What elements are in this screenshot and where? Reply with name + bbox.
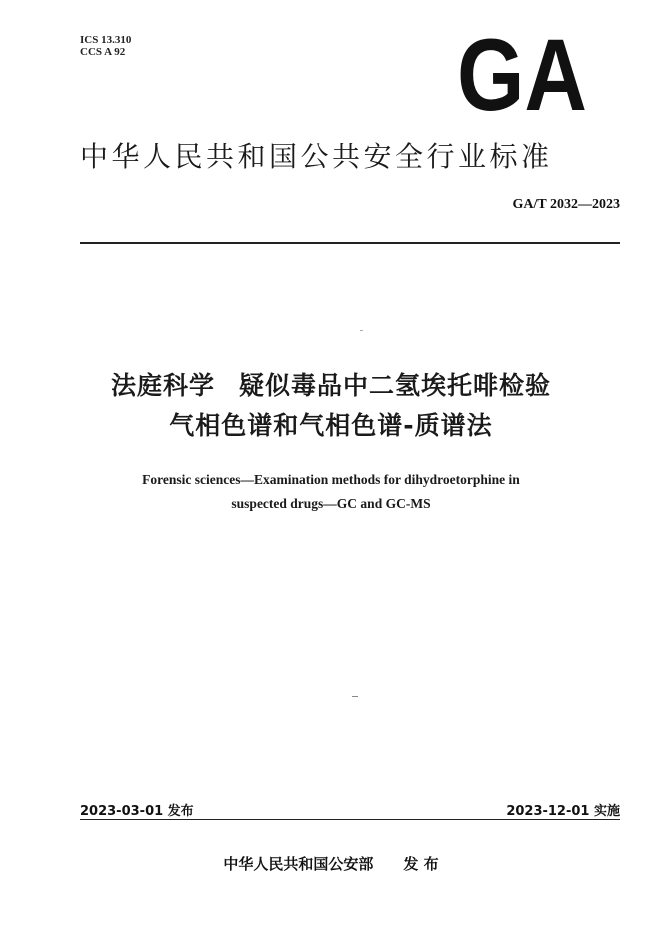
classification-codes — [80, 34, 131, 58]
chinese-title-part1: 法庭科学 — [110, 371, 215, 400]
scan-speck — [360, 330, 363, 331]
english-title-line2: suspected drugs—GC and GC-MS — [231, 496, 431, 511]
footer-divider — [80, 819, 620, 820]
issue-date: 2023-03-01 发布 — [80, 804, 194, 819]
standard-category-title: 中华人民共和国公共安全行业标准 — [80, 140, 553, 173]
ga-logo — [455, 18, 590, 132]
implementation-date: 2023-12-01 实施 — [506, 804, 620, 819]
publisher-line — [0, 853, 662, 874]
english-title-line1: Forensic sciences—Examination methods for dihydroetorphine in — [142, 472, 520, 487]
chinese-title-line1 — [40, 366, 622, 406]
publisher-action: 发 布 — [403, 855, 439, 873]
ccs-code: CCS A 92 — [80, 46, 126, 58]
chinese-title-line2: 气相色谱和气相色谱-质谱法 — [169, 411, 493, 440]
ga-logo-text: GA — [457, 18, 587, 132]
chinese-title-part2: 疑似毒品中二氢埃托啡检验 — [239, 371, 552, 400]
header-divider — [80, 242, 620, 244]
center-mark — [352, 696, 358, 697]
publisher-org: 中华人民共和国公安部 — [223, 855, 374, 873]
ics-code: ICS 13.310 — [80, 34, 132, 46]
standard-number: GA/T 2032—2023 — [512, 197, 620, 212]
english-title — [80, 468, 582, 516]
chinese-title — [40, 366, 622, 446]
